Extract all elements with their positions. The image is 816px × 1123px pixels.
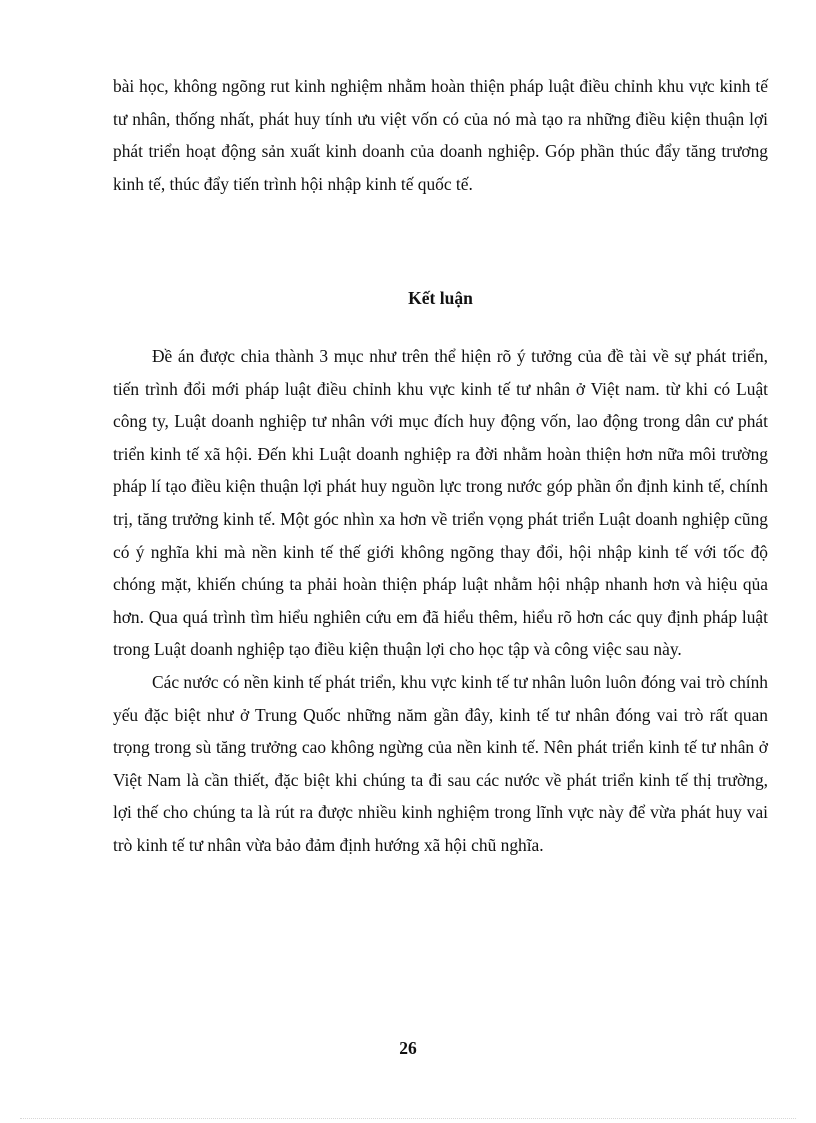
section-heading: Kết luận <box>408 288 473 308</box>
conclusion-section <box>113 340 768 862</box>
page-number: 26 <box>399 1038 417 1058</box>
conclusion-paragraph-1: Đề án được chia thành 3 mục như trên thể hiện rõ ý tưởng của đề tài về sự phát triển, tiến trình đổi mới pháp luật điều chỉnh khu vực kinh tế tư nhân ở Việt nam. từ khi có Luật công ty, Luật doanh nghiệp tư nhân với mục đích huy động vốn, lao động trong dân cư phát triển kinh tế xã hội. Đến khi Luật doanh nghiệp ra đời nhằm hoàn thiện hơn nữa môi trường pháp lí tạo điều kiện thuận lợi phát huy nguồn lực trong nước góp phần ổn định kinh tế, chính trị, tăng trưởng kinh tế. Một góc nhìn xa hơn về triển vọng phát triển Luật doanh nghiệp cũng có ý nghĩa khi mà nền kinh tế thế giới không ngõng thay đổi, hội nhập kinh tế với tốc độ chóng mặt, khiến chúng ta phải hoàn thiện pháp luật nhằm hội nhập nhanh hơn và hiệu qủa hơn. Qua quá trình tìm hiểu nghiên cứu em đã hiểu thêm, hiểu rõ hơn các quy định pháp luật trong Luật doanh nghiệp tạo điều kiện thuận lợi cho học tập và công việc sau này. <box>113 346 768 660</box>
conclusion-paragraph-2: Các nước có nền kinh tế phát triển, khu vực kinh tế tư nhân luôn luôn đóng vai trò chính yếu đặc biệt như ở Trung Quốc những năm gần đây, kinh tế tư nhân đóng vai trò rất quan trọng trong sù tăng trưởng cao không ngừng của nền kinh tế. Nên phát triển kinh tế tư nhân ở Việt Nam là cần thiết, đặc biệt khi chúng ta đi sau các nước về phát triển kinh tế thị trường, lợi thế cho chúng ta là rút ra được nhiều kinh nghiệm trong lĩnh vực này để vừa phát huy vai trò kinh tế tư nhân vừa bảo đảm định hướng xã hội chũ nghĩa. <box>113 671 768 855</box>
intro-paragraph: bài học, không ngõng rut kinh nghiệm nhằm hoàn thiện pháp luật điều chỉnh khu vực kinh tế tư nhân, thống nhất, phát huy tính ưu việt vốn có của nó mà tạo ra những điều kiện thuận lợi phát triển hoạt động sản xuất kinh doanh của doanh nghiệp. Góp phần thúc đẩy tăng trương kinh tế, thúc đẩy tiến trình hội nhập kinh tế quốc tế. <box>113 76 768 194</box>
footer-divider <box>20 1118 796 1119</box>
intro-section <box>113 70 768 200</box>
